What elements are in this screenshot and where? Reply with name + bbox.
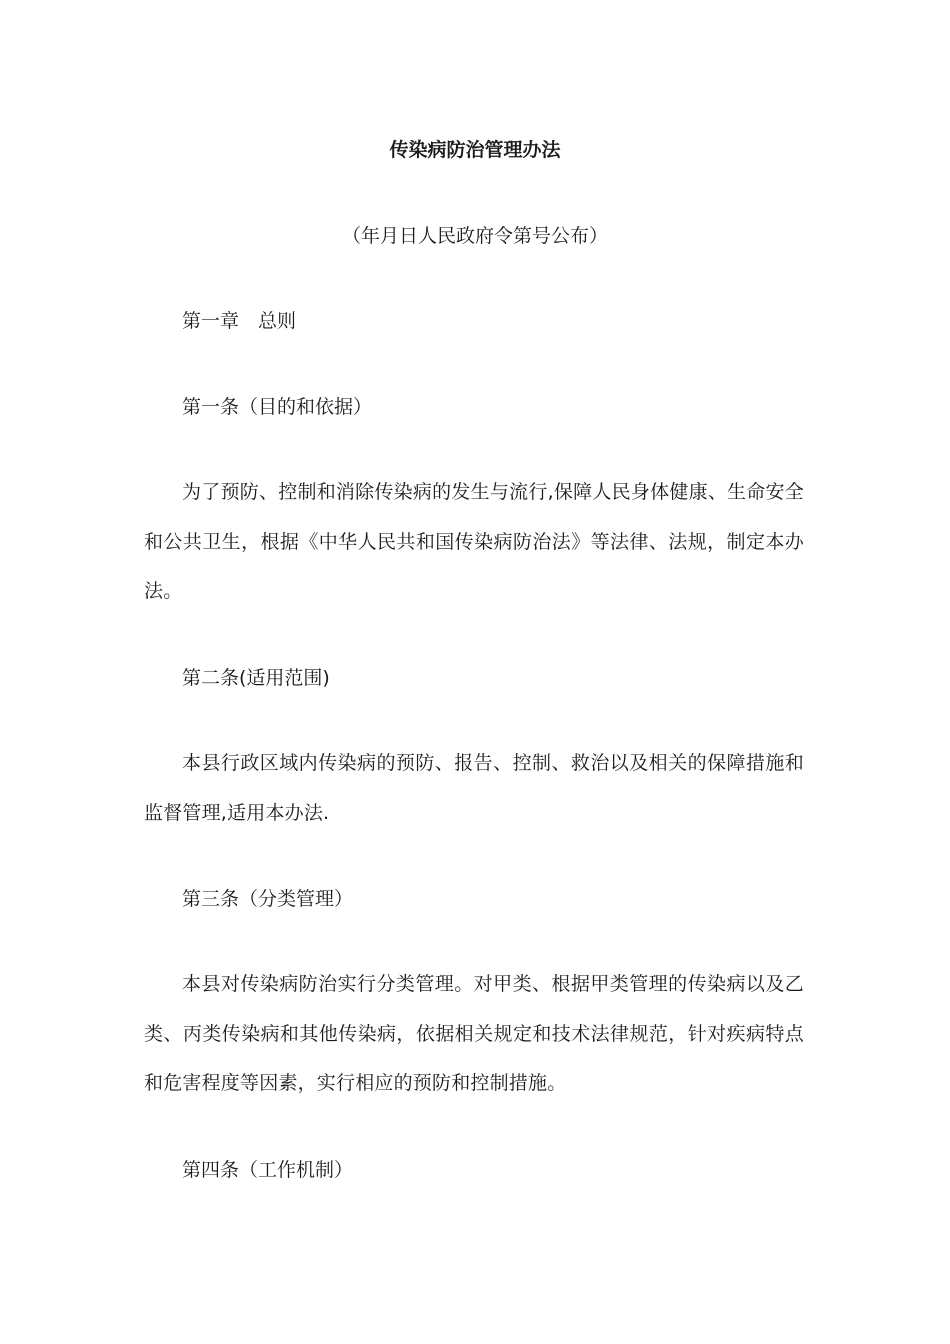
article-3-heading: 第三条（分类管理） (182, 888, 354, 910)
article-4-heading: 第四条（工作机制） (182, 1159, 354, 1181)
article-1-text: 为了预防、控制和消除传染病的发生与流行,保障人民身体健康、生命安全和公共卫生，根据《中华人民共和国传染病防治法》等法律、法规，制定本办法。 (144, 481, 804, 602)
article-2-heading: 第二条(适用范围) (182, 667, 330, 689)
chapter-heading: 第一章 总则 (182, 310, 297, 332)
article-2-text: 本县行政区域内传染病的预防、报告、控制、救治以及相关的保障措施和监督管理,适用本办法. (144, 752, 804, 824)
article-1-heading: 第一条（目的和依据） (182, 396, 373, 418)
article-3-text: 本县对传染病防治实行分类管理。对甲类、根据甲类管理的传染病以及乙类、丙类传染病和其他传染病，依据相关规定和技术法律规范，针对疾病特点和危害程度等因素，实行相应的预防和控制措施。 (144, 973, 804, 1094)
document-subtitle: （年月日人民政府令第号公布） (341, 225, 608, 247)
document-title: 传染病防治管理办法 (389, 139, 561, 161)
